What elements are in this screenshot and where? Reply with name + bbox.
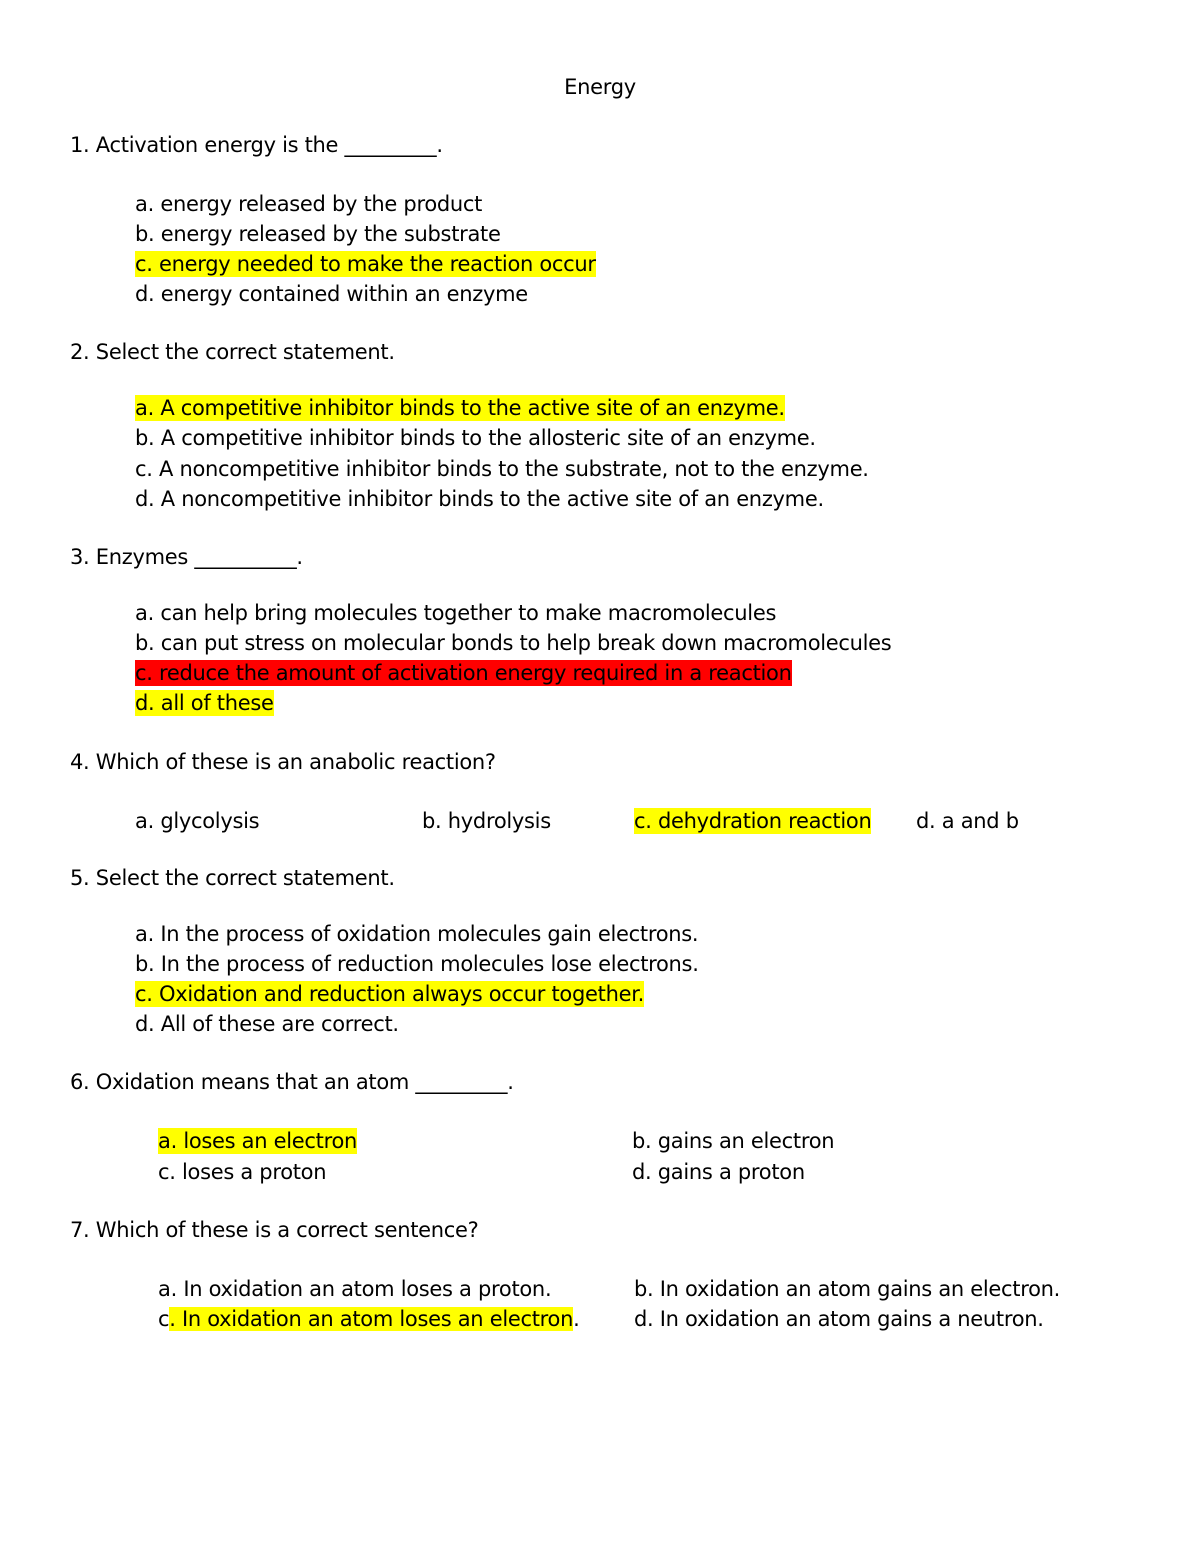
question-2-option-c: c. A noncompetitive inhibitor binds to the substrate, not to the enzyme. [135,457,869,481]
question-2-option-d: d. A noncompetitive inhibitor binds to the active site of an enzyme. [135,487,824,511]
question-6-option-d: d. gains a proton [632,1160,805,1184]
question-4-option-c: c. dehydration reaction [634,809,872,833]
question-5-option-b: b. In the process of reduction molecules lose electrons. [135,952,699,976]
question-6-option-c: c. loses a proton [158,1160,327,1184]
question-3-option-b: b. can put stress on molecular bonds to help break down macromolecules [135,631,892,655]
question-5-prompt: 5. Select the correct statement. [70,866,395,890]
question-3-prompt: 3. Enzymes __________. [70,545,303,569]
question-7-option-c-highlight: . In oxidation an atom loses an electron [169,1307,574,1331]
question-7-prompt: 7. Which of these is a correct sentence? [70,1218,479,1242]
question-4-option-a: a. glycolysis [135,809,260,833]
question-1-option-b: b. energy released by the substrate [135,222,501,246]
question-4-option-b: b. hydrolysis [422,809,551,833]
question-4-prompt: 4. Which of these is an anabolic reaction? [70,750,496,774]
question-7-option-b: b. In oxidation an atom gains an electron. [634,1277,1061,1301]
question-2-option-b: b. A competitive inhibitor binds to the allosteric site of an enzyme. [135,426,816,450]
question-3-option-c: c. reduce the amount of activation energy required in a reaction [135,661,792,685]
question-3-option-a: a. can help bring molecules together to make macromolecules [135,601,777,625]
question-1-option-a: a. energy released by the product [135,192,483,216]
question-7-option-c-period: . [573,1307,580,1331]
question-3-option-d: d. all of these [135,691,274,715]
question-7-option-d: d. In oxidation an atom gains a neutron. [634,1307,1044,1331]
question-1-option-d: d. energy contained within an enzyme [135,282,528,306]
question-5-option-c: c. Oxidation and reduction always occur together. [135,982,644,1006]
question-6-option-a: a. loses an electron [158,1129,358,1153]
question-5-option-a: a. In the process of oxidation molecules gain electrons. [135,922,699,946]
question-6-prompt: 6. Oxidation means that an atom _________. [70,1070,514,1094]
question-7-option-a: a. In oxidation an atom loses a proton. [158,1277,552,1301]
question-4-option-d: d. a and b [916,809,1019,833]
question-7-option-c [158,1306,579,1332]
question-2-option-a: a. A competitive inhibitor binds to the active site of an enzyme. [135,396,785,420]
question-5-option-d: d. All of these are correct. [135,1012,399,1036]
page-title: Energy [564,75,636,99]
question-2-prompt: 2. Select the correct statement. [70,340,395,364]
question-1-prompt: 1. Activation energy is the _________. [70,133,443,157]
question-7-option-c-letter: c [158,1307,170,1331]
question-6-option-b: b. gains an electron [632,1129,835,1153]
question-1-option-c: c. energy needed to make the reaction occur [135,252,596,276]
